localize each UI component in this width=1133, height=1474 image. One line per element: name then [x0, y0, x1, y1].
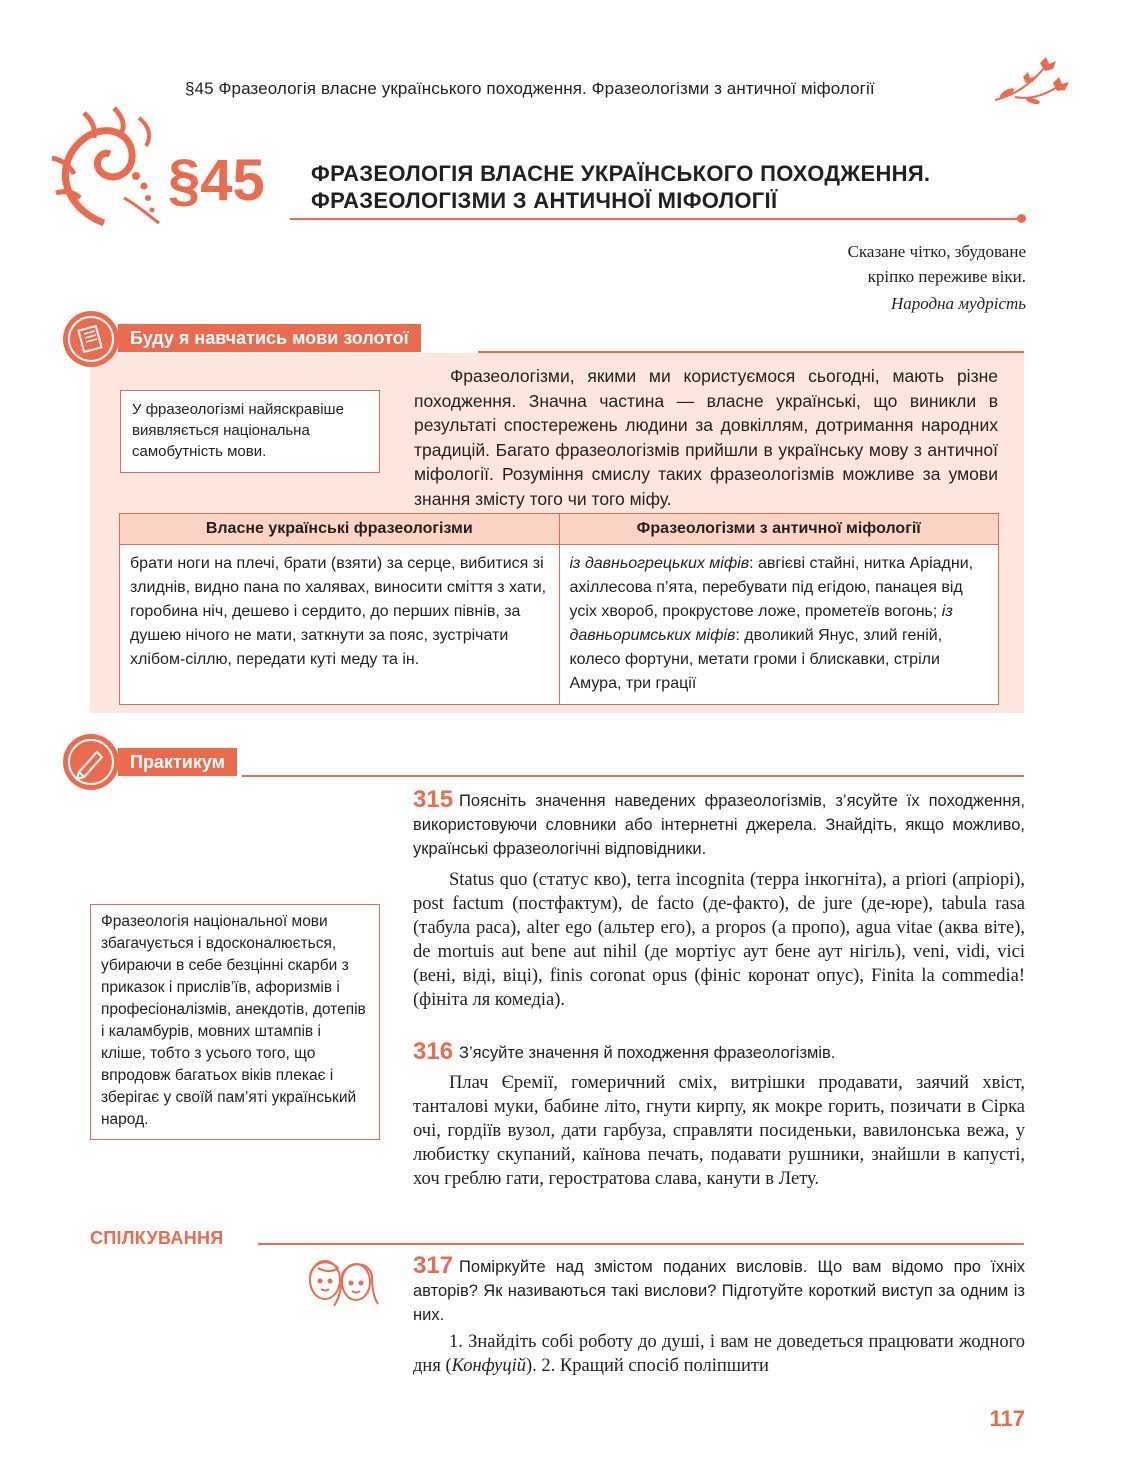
exercise-number-315: 315 [413, 786, 454, 813]
book-icon [63, 311, 119, 367]
title-rule [290, 218, 1022, 220]
practicum-banner: Практикум [118, 748, 237, 776]
epigraph-author: Народна мудрість [890, 294, 1026, 313]
table-cell-ancient [559, 545, 999, 705]
title-rule-dot [1017, 214, 1026, 223]
chapter-title-line-2: ФРАЗЕОЛОГІЗМИ З АНТИЧНОЇ МІФОЛОГІЇ [311, 188, 778, 213]
roman-myths-list: : дволикий Янус, злий геній, колесо фортуни, метати громи і блискавки, стріли Амура, три грації [569, 627, 943, 692]
exercise-315-task: Поясніть значення наведених фразеологізмів, з’ясуйте їх походження, використовуючи словники або інтернетні джерела. Знайдіть, якщо можливо, українські фразеологічні відповідники. [413, 792, 1025, 858]
communication-rule [258, 1243, 1024, 1245]
table-row [120, 545, 999, 705]
exercise-315 [413, 788, 1025, 861]
epigraph-line-1: Сказане чітко, збудоване [847, 242, 1026, 261]
communication-label: СПІЛКУВАННЯ [90, 1228, 224, 1248]
theory-text: Фразеологізми, якими ми користуємося сьогодні, мають різне походження. Значна частина — власне українські, що виникли в результаті спостережень людини за довкіллям, дотримання народних традицій. Багато фразеологізмів прийшли в українську мову з античної міфології. Розуміння смислу таких фразеологізмів можливе за умови знання змісту того чи того міфу. [414, 366, 998, 509]
exercise-317-task: Поміркуйте над змістом поданих висловів. Що вам відомо про їхніх авторів? Як називаються такі вислови? Підготуйте короткий виступ за одним із них. [413, 1258, 1025, 1324]
table-header-ancient: Фразеологізми з античної міфології [559, 514, 999, 545]
running-header: §45 Фразеологія власне українського походження. Фразеологізми з античної міфології [185, 79, 875, 98]
theory-banner: Буду я навчатись мови золотої [118, 324, 421, 352]
two-faces-icon [298, 1254, 382, 1310]
exercise-316-text: Плач Єремії, гомеричний сміх, витрішки продавати, заячий хвіст, танталові муки, бабине літо, гнути кирпу, як мокре горить, позичати в Сірка очі, гордіїв вузол, дати гарбуза, справляти посиденьки, вавилонська вежа, у любистку скупаний, каїнова печать, подавати рушники, знайшли в капусті, хоч греблю гати, геростратова слава, канути в Лету. [413, 1073, 1025, 1189]
epigraph [848, 239, 1026, 316]
greek-myths-list: : авгієві стайні, нитка Аріадни, ахіллесова п’ята, перебувати під егідою, панацея від усіх хвороб, прокрустове ложе, прометеїв вогонь; [569, 555, 974, 620]
practicum-section-rule [242, 775, 1024, 777]
exercise-317-text [413, 1330, 1025, 1378]
exercise-317 [413, 1254, 1025, 1327]
exercise-317-text-b: ). 2. Кращий спосіб поліпшити [526, 1356, 769, 1376]
roman-myths-label: із давньоримських міфів [569, 603, 953, 644]
floral-ornament-top-right [985, 55, 1070, 115]
exercise-317-text-a: 1. Знайдіть собі роботу до душі, і вам не доведеться працювати жодного дня ( [413, 1332, 1025, 1376]
exercise-317-author: Конфуцій [451, 1356, 526, 1376]
pencil-icon [63, 734, 119, 790]
paragraph-number: §45 [168, 148, 265, 213]
exercise-316-task: З’ясуйте значення й походження фразеологізмів. [459, 1044, 836, 1062]
table-cell-ukrainian: брати ноги на плечі, брати (взяти) за серце, вибитися зі злиднів, видно пана по халявах, виносити сміття з хати, горобина ніч, дешево і сердито, до перших півнів, за душею нічого не мати, заткнути за пояс, зустрічати хлібом-сіллю, передати куті меду та ін. [120, 545, 560, 705]
table-header-ukrainian: Власне українські фразеологізми [120, 514, 560, 545]
greek-myths-label: із давньогрецьких міфів [569, 555, 750, 572]
table-header-row [120, 514, 999, 545]
exercise-number-316: 316 [413, 1038, 454, 1065]
page-number: 117 [989, 1406, 1025, 1431]
practicum-note-box: Фразеологія національної мови збагачується і вдосконалюється, убираючи в себе безцінні скарби з приказок і прислів’їв, афоризмів і професіоналізмів, анекдотів, дотепів і каламбурів, мовних штампів і кліше, тобто з усього того, що впродовж багатьох віків плекає і зберігає у своїй пам’яті український народ. [90, 904, 380, 1140]
theory-section-rule [478, 351, 1024, 353]
chapter-title [311, 160, 930, 214]
exercise-number-317: 317 [413, 1252, 454, 1279]
epigraph-line-2: кріпко переживе віки. [867, 267, 1026, 286]
exercise-316 [413, 1040, 1025, 1065]
theory-note-box: У фразеологізмі найяскравіше виявляється національна самобутність мови. [120, 390, 380, 473]
chapter-title-line-1: ФРАЗЕОЛОГІЯ ВЛАСНЕ УКРАЇНСЬКОГО ПОХОДЖЕННЯ. [311, 161, 931, 186]
phraseology-table [119, 513, 999, 705]
exercise-315-text: Status quo (статус кво), terra incognita (терра інкогніта), a priori (апріорі), post factum (постфактум), de facto (де-факто), de jure (де-юре), tabula rasa (табула раса), alter ego (альтер его), a propos (а пропо), agua vitae (аква віте), de mortuis aut bene aut nihil (де мортіус аут бене аут нігіль), veni, vidi, vici (вені, віді, віці), finis coronat opus (фініс коронат опус), Finita la commedia! (фініта ля комедіа). [413, 870, 1025, 1010]
floral-ornament-title [44, 98, 169, 230]
